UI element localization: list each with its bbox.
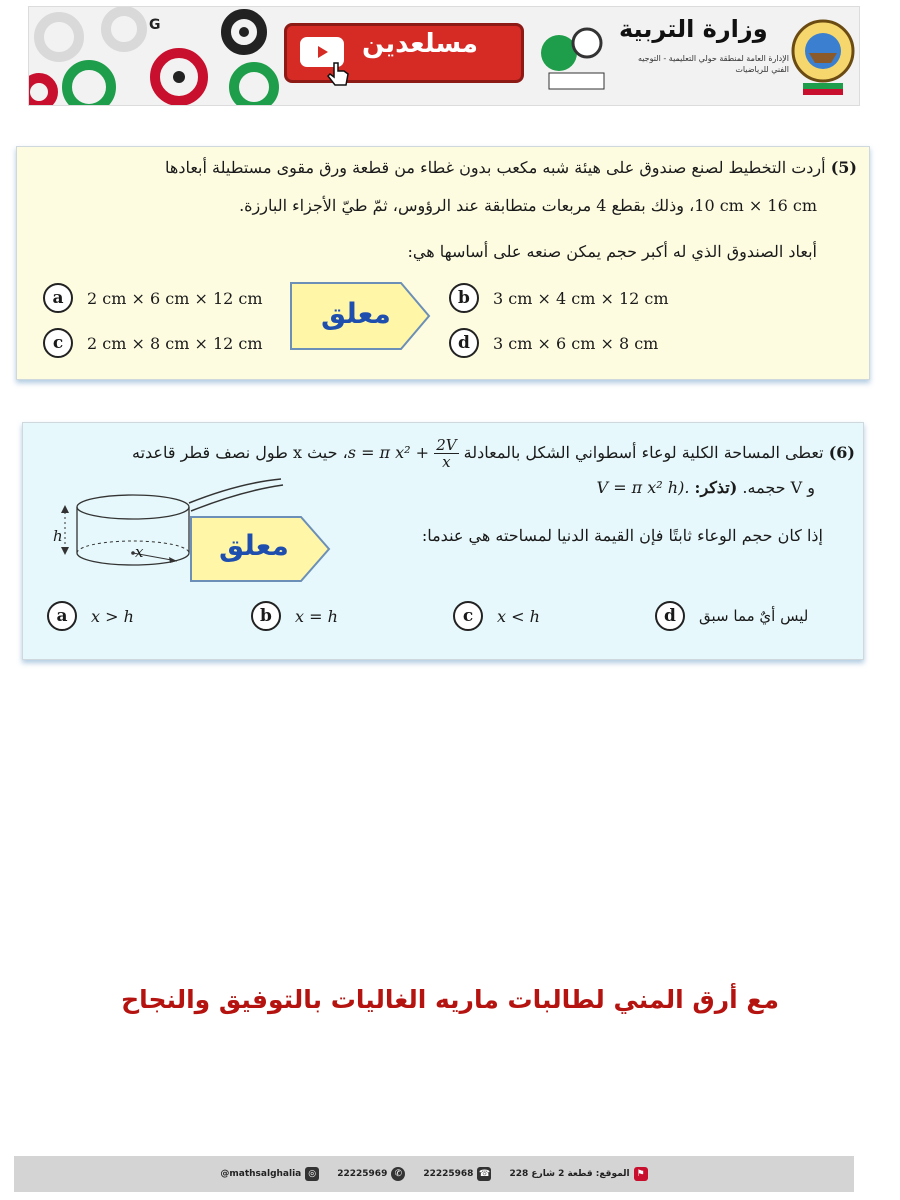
contact-bar [14,1156,854,1192]
question-5-card [16,146,870,380]
whatsapp-contact[interactable] [337,1167,405,1181]
question-6-card [22,422,864,660]
hand-cursor-icon [324,59,354,89]
option-text: ليس أيٌ مما سبق [699,607,809,625]
svg-text:G: G [149,17,161,33]
equation-left: s = π x² + [347,443,430,462]
header-banner [28,6,860,106]
question-5-text-line1: أردت التخطيط لصنع صندوق على هيئة شبه مكعب بدون غطاء من قطعة ورق مقوى مستطيلة أبعادها [165,158,826,177]
question-5-line2 [239,193,817,219]
option-a-q5[interactable] [43,283,263,313]
whatsapp-number: 22225969 [337,1169,388,1179]
figure-x-label: x [135,543,144,561]
brand-button[interactable] [284,15,524,85]
option-text: 2 cm × 8 cm × 12 cm [87,333,263,353]
option-letter: b [251,601,281,631]
remember-label: (تذكر: [694,478,738,497]
option-text: 3 cm × 4 cm × 12 cm [493,288,669,308]
option-text: x > h [91,606,134,626]
question-6-text-end: ، حيث x طول نصف قطر قاعدته [132,443,348,462]
option-letter: b [449,283,479,313]
kuwait-emblem-icon [789,13,857,101]
question-6-line2 [597,475,815,501]
brand-label: مسلعدين [362,29,479,59]
option-c-q6[interactable] [453,601,540,631]
question-5-prompt: أبعاد الصندوق الذي له أكبر حجم يمكن صنعه على أساسها هي: [407,242,817,261]
option-letter: a [43,283,73,313]
option-letter: a [47,601,77,631]
location-contact [509,1167,647,1181]
hang-label-q5: معلق [321,297,391,330]
closing-message: مع أرق المني لطالبات ماريه الغاليات بالتوفيق والنجاح [121,985,779,1014]
ministry-program-logo [529,13,619,99]
option-letter: c [43,328,73,358]
gears-decoration-icon [29,7,279,106]
option-text: 2 cm × 6 cm × 12 cm [87,288,263,308]
question-6-prompt: إذا كان حجم الوعاء ثابتًا فإن القيمة الدنيا لمساحته هي عندما: [421,526,823,545]
ministry-subtitle: الإدارة العامة لمنطقة حولي التعليمية - التوجيه الفني للرياضيات [637,54,789,74]
question-6-number: (6) [828,443,855,462]
whatsapp-icon: ✆ [391,1167,405,1181]
option-text: x < h [497,606,540,626]
hang-label-q6: معلق [219,529,289,562]
fraction-numerator: 2V [436,436,457,454]
option-letter: d [655,601,685,631]
phone-icon: ☎ [478,1169,491,1179]
instagram-contact[interactable] [220,1167,319,1181]
option-a-q6[interactable] [47,601,134,631]
question-6-line1 [132,437,855,470]
remember-formula: V = π x² h). [596,478,690,497]
figure-h-label: h [53,527,63,545]
question-5-dimensions: 10 cm × 16 cm [694,196,817,215]
option-letter: d [449,328,479,358]
option-b-q5[interactable] [449,283,669,313]
location-pin-icon: ⚑ [634,1167,648,1181]
question-5-line1 [165,155,857,181]
option-text: 3 cm × 6 cm × 8 cm [493,333,659,353]
question-6-text-start: تعطى المساحة الكلية لوعاء أسطواني الشكل بالمعادلة [463,443,824,462]
phone-contact[interactable] [423,1167,491,1181]
question-5-number: (5) [830,158,857,177]
option-text: x = h [295,606,338,626]
option-d-q6[interactable] [655,601,808,631]
question-6-text-line2: و V حجمه. [742,478,815,497]
option-d-q5[interactable] [449,328,658,358]
question-5-text-line2: ، وذلك بقطع 4 مربعات متطابقة عند الرؤوس، ثمّ طيّ الأجزاء البارزة. [239,196,695,215]
option-letter: c [453,601,483,631]
ministry-title: وزارة التربية [619,15,768,43]
equation-fraction [434,437,458,470]
option-b-q6[interactable] [251,601,338,631]
question-6-equation [347,436,459,471]
fraction-denominator: x [442,453,451,471]
option-c-q5[interactable] [43,328,263,358]
location-text: الموقع: قطعة 2 شارع 228 [509,1169,630,1179]
instagram-handle: @mathsalghalia [220,1169,302,1179]
instagram-icon: ◎ [305,1167,319,1181]
phone-number: 22225968 [423,1169,474,1179]
